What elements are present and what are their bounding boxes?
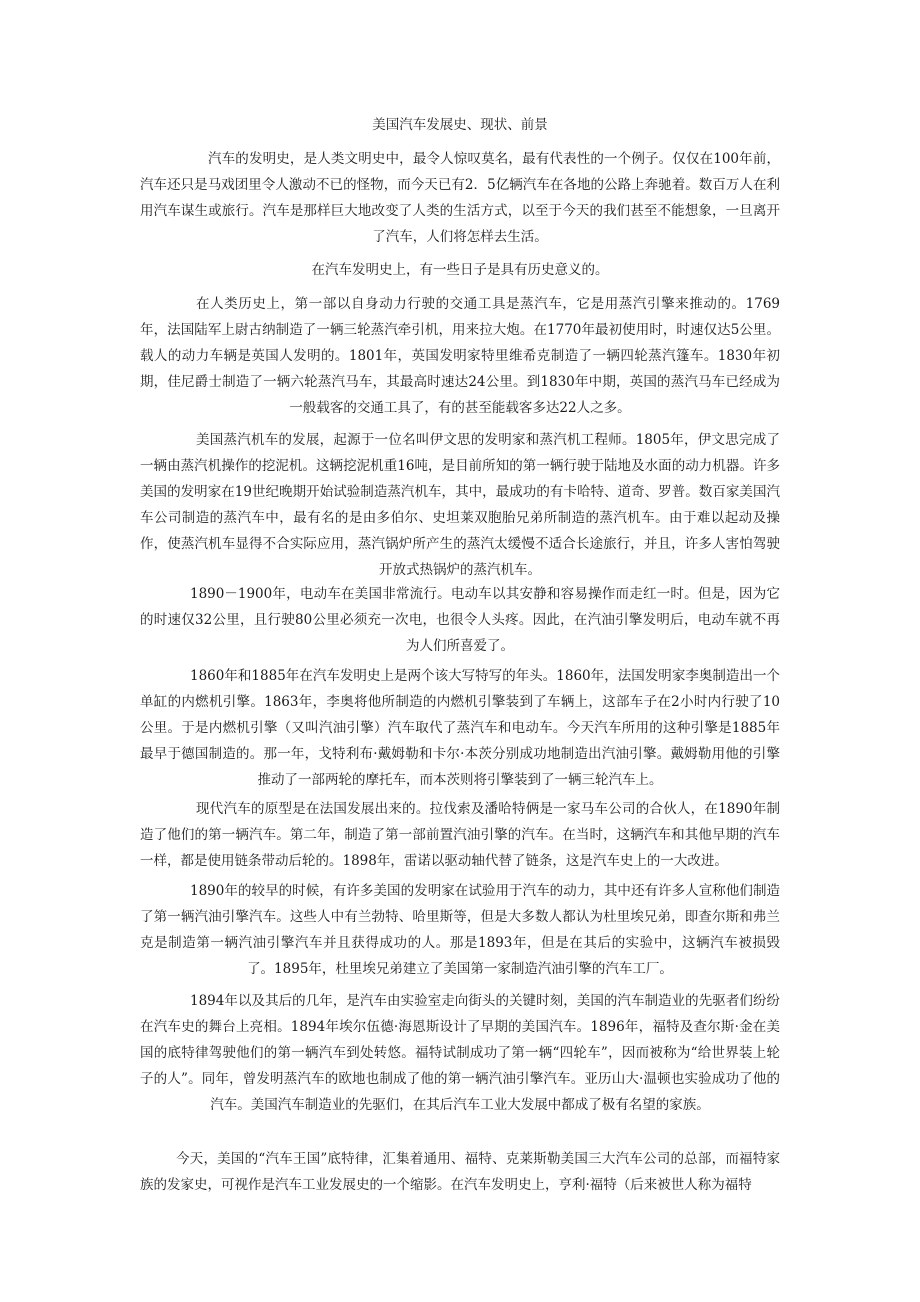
paragraph-combustion-engine: 1860年和1885年在汽车发明史上是两个该大写特写的年头。1860年，法国发明家李奥制造出一个单缸的内燃机引擎。1863年，李奥将他所制造的内燃机引擎装到了车辆上，这部车子在2小时内行驶了10公里。于是内燃机引擎（又叫汽油引擎）汽车取代了蒸汽车和电动车。今天汽车所用的这种引擎是1885年最早于德国制造的。那一年，戈特利布·戴姆勒和卡尔·本茨分别成功地制造出汽油引擎。戴姆勒用他的引擎推动了一部两轮的摩托车，而本茨则将引擎装到了一辆三轮汽车上。 bbox=[140, 668, 780, 788]
paragraph-steam-car: 在人类历史上，第一部以自身动力行驶的交通工具是蒸汽车，它是用蒸汽引擎来推动的。1769年，法国陆军上尉古纳制造了一辆三轮蒸汽牵引机，用来拉大炮。在1770年最初使用时，时速仅达5公里。载人的动力车辆是英国人发明的。1801年，英国发明家特里维希克制造了一辆四轮蒸汽篷车。1830年初期，佳尼爵士制造了一辆六轮蒸汽马车，其最高时速达24公里。到1830年中期，英国的蒸汽马车已经成为一般载客的交通工具了，有的甚至能载客多达22人之多。 bbox=[140, 296, 780, 416]
paragraph-historic-days: 在汽车发明史上，有一些日子是具有历史意义的。 bbox=[311, 262, 609, 278]
paragraph-intro: 汽车的发明史，是人类文明史中，最令人惊叹莫名，最有代表性的一个例子。仅仅在100年前，汽车还只是马戏团里令人激动不已的怪物，而今天已有2．5亿辆汽车在各地的公路上奔驰着。数百万人在利用汽车谋生或旅行。汽车是那样巨大地改变了人类的生活方式，以至于今天的我们甚至不能想象，一旦离开了汽车，人们将怎样去生活。 bbox=[140, 151, 780, 245]
paragraph-modern-prototype: 现代汽车的原型是在法国发展出来的。拉伐索及潘哈特俩是一家马车公司的合伙人，在1890年制造了他们的第一辆汽车。第二年，制造了第一部前置汽油引擎的汽车。在当时，这辆汽车和其他早期的汽车一样，都是使用链条带动后轮的。1898年，雷诺以驱动轴代替了链条，这是汽车史上的一大改进。 bbox=[140, 801, 780, 869]
paragraph-us-steam: 美国蒸汽机车的发展，起源于一位名叫伊文思的发明家和蒸汽机工程师。1805年，伊文思完成了一辆由蒸汽机操作的挖泥机。这辆挖泥机重16吨，是目前所知的第一辆行驶于陆地及水面的动力机器。许多美国的发明家在19世纪晚期开始试验制造蒸汽机车，其中，最成功的有卡哈特、道奇、罗普。数百家美国汽车公司制造的蒸汽车中，最有名的是由多伯尔、史坦莱双胞胎兄弟所制造的蒸汽机车。由于难以起动及操作，使蒸汽机车显得不合实际应用，蒸汽锅炉所产生的蒸汽太缓慢不适合长途旅行，并且，许多人害怕驾驶开放式热锅炉的蒸汽机车。 bbox=[140, 432, 780, 578]
paragraph-pioneers: 1894年以及其后的几年，是汽车由实验室走向街头的关键时刻，美国的汽车制造业的先驱者们纷纷在汽车史的舞台上亮相。1894年埃尔伍德·海恩斯设计了早期的美国汽车。1896年，福特及查尔斯·金在美国的底特律驾驶他们的第一辆汽车到处转悠。福特试制成功了第一辆“四轮车”，因而被称为“给世界装上轮子的人”。同年，曾发明蒸汽车的欧地也制成了他的第一辆汽油引擎汽车。亚历山大·温顿也实验成功了他的汽车。美国汽车制造业的先驱们，在其后汽车工业大发展中都成了极有名望的家族。 bbox=[140, 993, 780, 1113]
paragraph-detroit: 今天，美国的“汽车王国”底特律，汇集着通用、福特、克莱斯勒美国三大汽车公司的总部，而福特家族的发家史，可视作是汽车工业发展史的一个缩影。在汽车发明史上，亨利·福特（后来被世人称为福特 bbox=[140, 1151, 780, 1193]
paragraph-duryea: 1890年的较早的时候，有许多美国的发明家在试验用于汽车的动力，其中还有许多人宣称他们制造了第一辆汽油引擎汽车。这些人中有兰勃特、哈里斯等，但是大多数人都认为杜里埃兄弟，即查尔斯和弗兰克是制造第一辆汽油引擎汽车并且获得成功的人。那是1893年，但是在其后的实验中，这辆汽车被损毁了。1895年，杜里埃兄弟建立了美国第一家制造汽油引擎的汽车工厂。 bbox=[140, 883, 780, 977]
paragraph-electric-car: 1890－1900年，电动车在美国非常流行。电动车以其安静和容易操作而走红一时。但是，因为它的时速仅32公里，且行驶80公里必须充一次电，也很令人头疼。因此，在汽油引擎发明后，电动车就不再为人们所喜爱了。 bbox=[140, 586, 780, 654]
document-title: 美国汽车发展史、现状、前景 bbox=[372, 117, 548, 133]
